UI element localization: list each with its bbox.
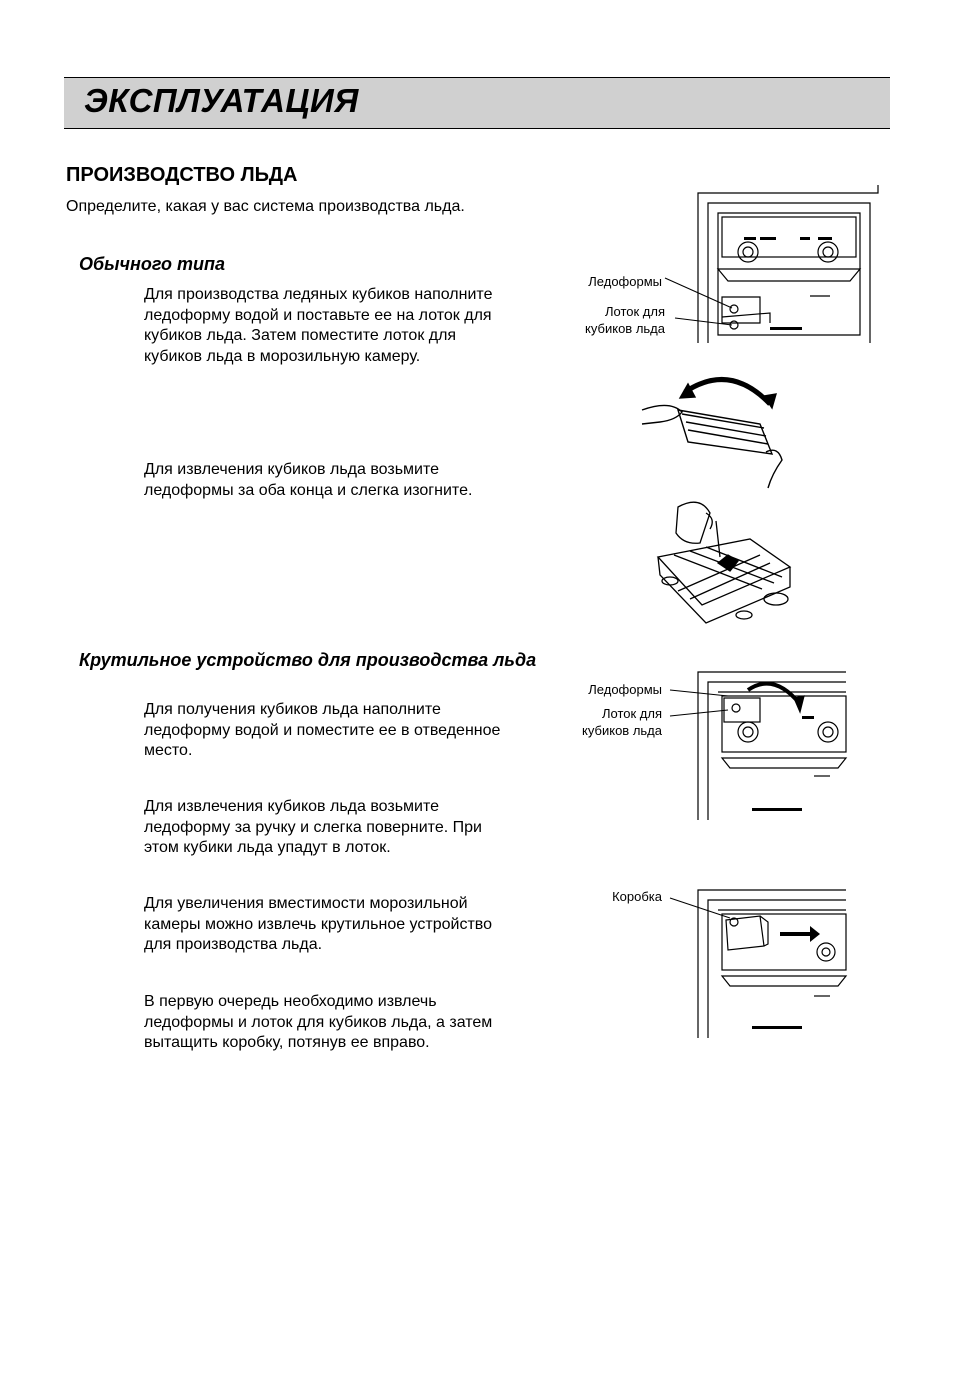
normal-type-paragraph-fill: Для производства ледяных кубиков наполните ледоформу водой и поставьте ее на лоток для кубиков льда. Затем поместите лоток для кубиков льда в морозильную камеру. — [144, 286, 493, 365]
freezer-normal-illustration — [660, 185, 885, 350]
twist-paragraph-capacity: Для увеличения вместимости морозильной камеры можно извлечь крутильное устройство для производства льда. — [144, 895, 492, 953]
twist-paragraph-box: В первую очередь необходимо извлечь ледоформы и лоток для кубиков льда, а затем вытащить коробку, потянув ее вправо. — [144, 993, 493, 1051]
normal-type-heading: Обычного типа — [79, 254, 226, 274]
twist-paragraph-fill: Для получения кубиков льда наполните ледоформу водой и поместите ее в отведенное место. — [144, 701, 501, 759]
figure-label-tray-2: Лоток для кубиков льда — [582, 706, 662, 738]
twist-paragraph-remove: Для извлечения кубиков льда возьмите ледоформу за ручку и слегка поверните. При этом кубики льда упадут в лоток. — [144, 798, 482, 856]
bending-tray-illustration — [640, 362, 790, 492]
section-intro: Определите, какая у вас система производства льда. — [66, 198, 465, 215]
figure-label-box: Коробка — [612, 889, 662, 904]
filling-tray-illustration — [650, 495, 800, 633]
figure-label-tray-1: Лоток для кубиков льда — [585, 304, 665, 336]
section-banner — [64, 77, 890, 129]
normal-type-paragraph-remove: Для извлечения кубиков льда возьмите ледоформы за оба конца и слегка изогните. — [144, 461, 473, 499]
freezer-twist-illustration — [664, 668, 849, 823]
figure-label-molds-1: Ледоформы — [588, 274, 662, 289]
figure-label-molds-2: Ледоформы — [588, 682, 662, 697]
twist-type-heading: Крутильное устройство для производства льда — [79, 650, 537, 670]
freezer-box-removal-illustration — [664, 886, 849, 1041]
banner-title: ЭКСПЛУАТАЦИЯ — [84, 82, 359, 119]
section-title: ПРОИЗВОДСТВО ЛЬДА — [66, 164, 298, 186]
